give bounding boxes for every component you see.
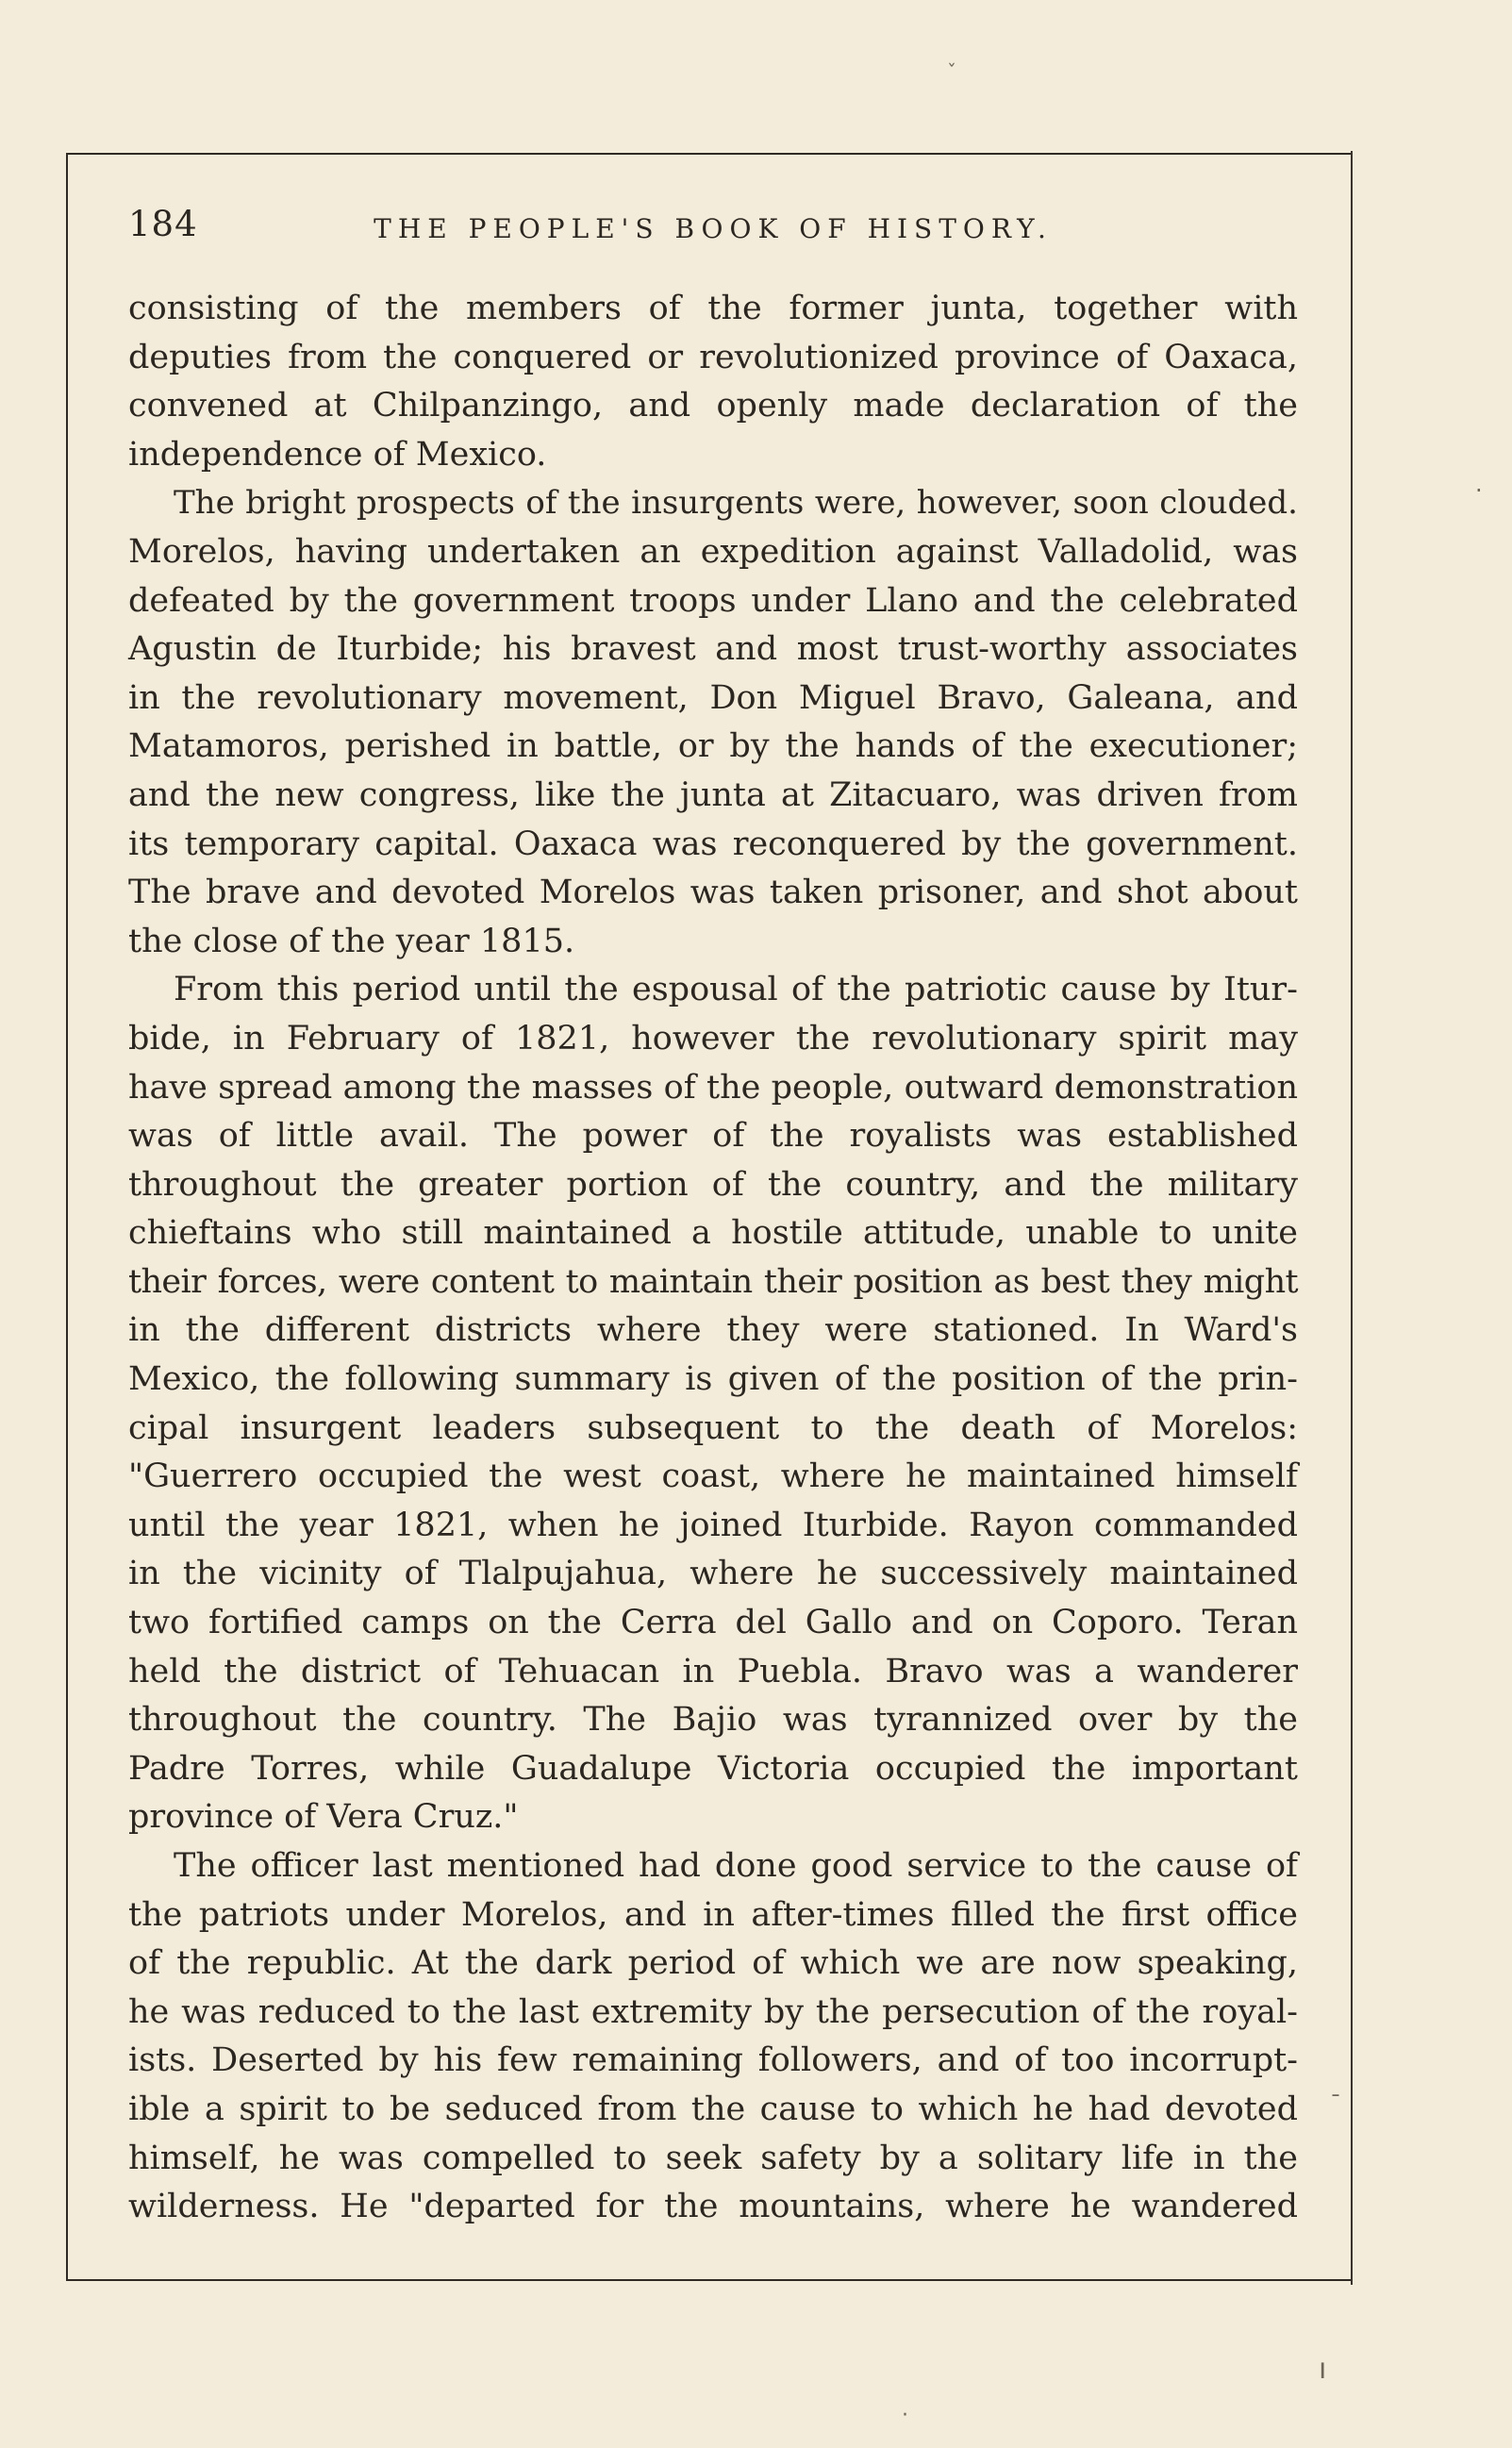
text-line: in the different districts where they were stationed. In Ward's bbox=[128, 1311, 1298, 1350]
paper-speck: · bbox=[902, 2404, 908, 2427]
text-line: consisting of the members of the former junta, together with bbox=[128, 290, 1298, 327]
text-line: in the revolutionary movement, Don Miguel Bravo, Galeana, and bbox=[128, 678, 1298, 717]
text-line: deputies from the conquered or revolutionized province of Oaxaca, bbox=[128, 338, 1298, 376]
text-line: The brave and devoted Morelos was taken prisoner, and shot about bbox=[128, 874, 1298, 912]
text-line: the patriots under Morelos, and in after-times filled the first office bbox=[128, 1895, 1298, 1934]
text-line: of the republic. At the dark period of which we are now speaking, bbox=[128, 1944, 1298, 1983]
text-line: in the vicinity of Tlalpujahua, where he successively maintained bbox=[128, 1555, 1298, 1593]
text-line: he was reduced to the last extremity by the persecution of the royal- bbox=[128, 1992, 1298, 2031]
paper-speck: ı bbox=[1319, 2353, 1327, 2386]
text-line: province of Vera Cruz." bbox=[128, 1798, 519, 1837]
text-line: Agustin de Iturbide; his bravest and most trust-worthy associates bbox=[128, 630, 1298, 669]
text-line: Padre Torres, while Guadalupe Victoria occupied the important bbox=[128, 1749, 1298, 1788]
text-line: Morelos, having undertaken an expedition against Valladolid, was bbox=[128, 532, 1298, 571]
text-line: its temporary capital. Oaxaca was reconquered by the government. bbox=[128, 824, 1298, 863]
page-header bbox=[128, 204, 1298, 260]
text-line: was of little avail. The power of the royalists was established bbox=[128, 1117, 1298, 1156]
text-line: cipal insurgent leaders subsequent to the death of Morelos: bbox=[128, 1408, 1298, 1447]
text-line: the close of the year 1815. bbox=[128, 922, 575, 960]
text-line: ible a spirit to be seduced from the cause to which he had devoted bbox=[128, 2090, 1298, 2128]
text-line: convened at Chilpanzingo, and openly made declaration of the bbox=[128, 387, 1298, 425]
text-line: independence of Mexico. bbox=[128, 435, 547, 474]
text-line: and the new congress, like the junta at Zitacuaro, was driven from bbox=[128, 775, 1298, 814]
text-line: have spread among the masses of the people, outward demonstration bbox=[128, 1068, 1298, 1107]
text-line: two fortified camps on the Cerra del Gallo and on Coporo. Teran bbox=[128, 1604, 1298, 1642]
text-line: throughout the country. The Bajio was tyrannized over by the bbox=[128, 1701, 1298, 1740]
page-frame-edge bbox=[1351, 151, 1353, 2285]
text-line: until the year 1821, when he joined Iturbide. Rayon commanded bbox=[128, 1506, 1298, 1544]
text-line: The bright prospects of the insurgents were, however, soon clouded. bbox=[174, 484, 1298, 523]
paper-speck: ˇ bbox=[947, 60, 956, 83]
page-number: 184 bbox=[128, 204, 198, 244]
paper-speck: · bbox=[1475, 477, 1483, 504]
text-line: held the district of Tehuacan in Puebla. Bravo was a wanderer bbox=[128, 1652, 1298, 1690]
text-line: chieftains who still maintained a hostile attitude, unable to unite bbox=[128, 1214, 1298, 1253]
text-line: defeated by the government troops under Llano and the celebrated bbox=[128, 581, 1298, 620]
text-line: "Guerrero occupied the west coast, where he maintained himself bbox=[128, 1457, 1298, 1496]
text-line: throughout the greater portion of the country, and the military bbox=[128, 1165, 1298, 1204]
text-line: bide, in February of 1821, however the revolutionary spirit may bbox=[128, 1019, 1298, 1057]
text-line: Matamoros, perished in battle, or by the hands of the executioner; bbox=[128, 727, 1298, 766]
text-line: From this period until the espousal of the patriotic cause by Itur- bbox=[174, 971, 1298, 1009]
text-line: their forces, were content to maintain their position as best they might bbox=[128, 1262, 1298, 1301]
text-line: Mexico, the following summary is given of the position of the prin- bbox=[128, 1360, 1298, 1399]
text-line: ists. Deserted by his few remaining followers, and of too incorrupt- bbox=[128, 2041, 1298, 2080]
body-text bbox=[128, 285, 1298, 2232]
text-line: himself, he was compelled to seek safety by a solitary life in the bbox=[128, 2139, 1298, 2177]
text-line: wilderness. He "departed for the mountains, where he wandered bbox=[128, 2188, 1298, 2226]
running-title: THE PEOPLE'S BOOK OF HISTORY. bbox=[374, 213, 1053, 244]
paper-speck: ˍ bbox=[1330, 2072, 1341, 2098]
text-line: The officer last mentioned had done good service to the cause of bbox=[174, 1847, 1298, 1885]
